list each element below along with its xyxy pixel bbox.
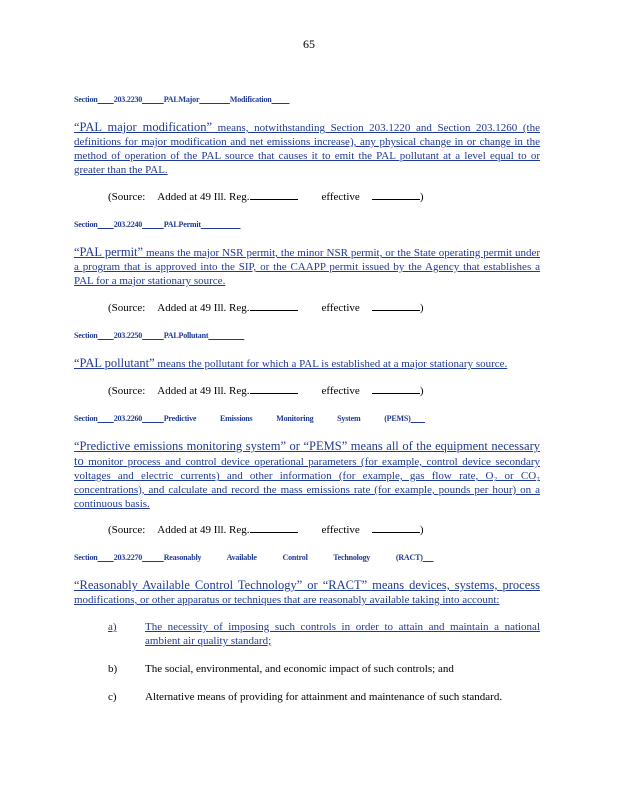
defined-term: “Reasonably Available Control Technology” or “RACT” means devices, systems, process: [74, 578, 540, 592]
item-text: The necessity of imposing such controls in order to attain and maintain a national ambient air quality standard;: [145, 621, 540, 647]
blank-line: [250, 523, 298, 533]
definition-text: means the major NSR permit, the minor NSR permit, or the State operating permit under a program that is approved into the SIP, or the CAAPP permit issued by the Agency that establishes a PAL for a major stationary source.: [74, 247, 540, 287]
section-heading-203-2250: Section 203.2250 PALPollutant: [74, 331, 209, 340]
item-text: The social, environmental, and economic impact of such controls; and: [145, 663, 454, 675]
blank-line: [372, 190, 420, 200]
item-letter: b): [108, 663, 118, 675]
definition-text: modifications, or other apparatus or techniques that are reasonably available taking into account:: [74, 594, 500, 606]
source-note-203-2260: (Source: Added at 49 Ill. Reg. effective ): [108, 524, 424, 536]
blank-line: [250, 190, 298, 200]
section-heading-203-2230: Section 203.2230 PALMajor Modification: [74, 95, 272, 104]
source-note-203-2250: (Source: Added at 49 Ill. Reg. effective ): [108, 385, 424, 397]
blank-line: [372, 301, 420, 311]
defined-term: “PAL major modification”: [74, 120, 213, 134]
item-letter: a): [108, 621, 117, 633]
definition-pal-pollutant: [74, 356, 540, 371]
defined-term: “PAL pollutant”: [74, 356, 155, 370]
item-text: Alternative means of providing for attainment and maintenance of such standard.: [145, 691, 503, 703]
blank-line: [372, 384, 420, 394]
definition-text: means the pollutant for which a PAL is established at a major stationary source.: [154, 358, 508, 370]
blank-line: [250, 384, 298, 394]
section-heading-203-2240: Section 203.2240 PALPermit: [74, 220, 201, 229]
definition-pal-permit: [74, 245, 540, 288]
source-note-203-2230: (Source: Added at 49 Ill. Reg. effective ): [108, 191, 424, 203]
definition-text: means, notwithstanding Section 203.1220 and Section 203.1260 (the definitions for major modification and net emissions increase), any physical change in or change in the method of operation of the PAL source that causes it to emit the PAL pollutant at a level equal to or greater than the PAL.: [74, 122, 540, 176]
item-letter: c): [108, 691, 117, 703]
definition-pems: [74, 439, 540, 511]
section-heading-203-2260: Section 203.2260 Predictive Emissions Monitoring System (PEMS): [74, 414, 411, 423]
blank-line: [372, 523, 420, 533]
source-note-203-2240: (Source: Added at 49 Ill. Reg. effective ): [108, 302, 424, 314]
blank-line: [250, 301, 298, 311]
defined-term: “Predictive emissions monitoring system” or “PEMS” means all of the equipment necessary to: [74, 439, 540, 468]
definition-text: monitor process and control device operational parameters (for example, control device secondary voltages and electric currents) and other information (for example, gas flow rate, O₂ or CO₂ concentrations), and calculate and record the mass emissions rate (for example, pounds per hour) on a continuous basis.: [74, 456, 541, 510]
definition-ract: [74, 578, 540, 607]
section-heading-203-2270: Section 203.2270 Reasonably Available Control Technology (RACT): [74, 553, 423, 562]
page-number: 65: [303, 37, 315, 51]
definition-pal-major-modification: [74, 120, 540, 177]
defined-term: “PAL permit”: [74, 245, 144, 259]
